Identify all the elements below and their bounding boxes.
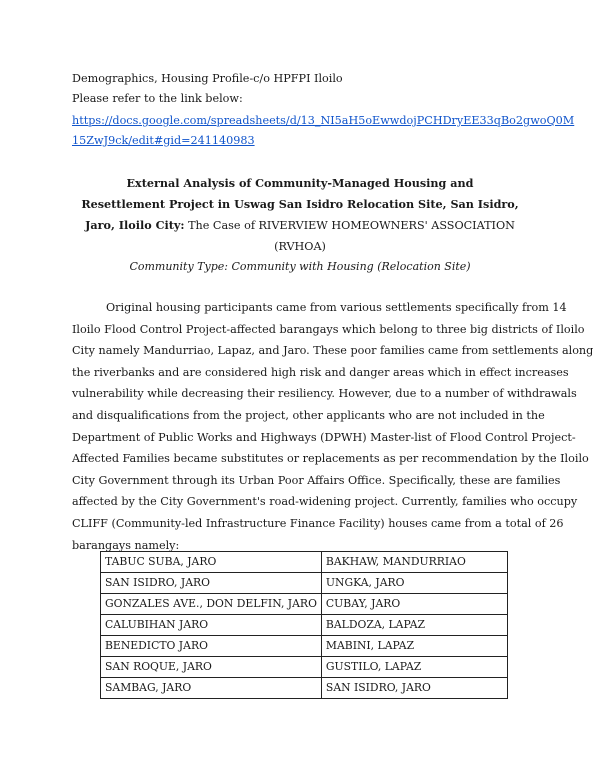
paragraph-line: Iloilo Flood Control Project-affected barangays which belong to three big districts of Iloilo (72, 322, 585, 336)
table-row (101, 678, 508, 699)
table-cell: SAMBAG, JARO (101, 678, 322, 699)
title-line-3 (60, 215, 540, 257)
paragraph-line: the riverbanks and are considered high risk and danger areas which in effect increases (72, 365, 569, 379)
spreadsheet-link[interactable]: https://docs.google.com/spreadsheets/d/13_NI5aH5oEwwdojPCHDryEE33qBo2gwoQ0M (72, 114, 575, 127)
title-line-1: External Analysis of Community-Managed Housing and (126, 176, 474, 190)
table-row (101, 573, 508, 594)
table-row (101, 615, 508, 636)
table-cell: UNGKA, JARO (321, 573, 507, 594)
paragraph-line: Affected Families became substitutes or replacements as per recommendation by the Iloilo (72, 452, 589, 466)
table-row (101, 636, 508, 657)
paragraph-line: barangays namely: (72, 538, 180, 552)
paragraph-line: CLIFF (Community-led Infrastructure Finance Facility) houses came from a total of 26 (72, 516, 564, 530)
body-paragraph (72, 297, 594, 556)
table-cell: BALDOZA, LAPAZ (321, 615, 507, 636)
paragraph-line: City namely Mandurriao, Lapaz, and Jaro. These poor families came from settlements along (72, 344, 594, 358)
paragraph-line: and disqualifications from the project, other applicants who are not included in the (72, 408, 545, 422)
table-row (101, 657, 508, 678)
table-cell: MABINI, LAPAZ (321, 636, 507, 657)
table-cell: GUSTILO, LAPAZ (321, 657, 507, 678)
spreadsheet-link-continued[interactable]: 15ZwJ9ck/edit#gid=241140983 (72, 134, 255, 147)
table-cell: TABUC SUBA, JARO (101, 552, 322, 573)
barangay-table (100, 551, 508, 699)
paragraph-line: Original housing participants came from various settlements specifically from 14 (106, 301, 567, 314)
paragraph-line: vulnerability while decreasing their resiliency. However, due to a number of withdrawals (72, 387, 577, 401)
paragraph-line: City Government through its Urban Poor Affairs Office. Specifically, these are families (72, 473, 561, 487)
table-row (101, 594, 508, 615)
paragraph-line: affected by the City Government's road-widening project. Currently, families who occupy (72, 495, 578, 509)
table-cell: BENEDICTO JARO (101, 636, 322, 657)
table-cell: SAN ISIDRO, JARO (321, 678, 507, 699)
demographics-line: Demographics, Housing Profile-c/o HPFPI Iloilo (72, 72, 343, 85)
table-cell: GONZALES AVE., DON DELFIN, JARO (101, 594, 322, 615)
title-case-name: The Case of RIVERVIEW HOMEOWNERS' ASSOCIATION (RVHOA) (184, 219, 515, 253)
table-cell: CALUBIHAN JARO (101, 615, 322, 636)
title-location: Jaro, Iloilo City: (85, 218, 185, 232)
table-cell: CUBAY, JARO (321, 594, 507, 615)
table-cell: SAN ISIDRO, JARO (101, 573, 322, 594)
refer-link-line: Please refer to the link below: (72, 92, 243, 105)
community-type: Community Type: Community with Housing (Relocation Site) (129, 260, 471, 273)
paragraph-line: Department of Public Works and Highways (DPWH) Master-list of Flood Control Project- (72, 430, 576, 444)
table-row (101, 552, 508, 573)
table-cell: BAKHAW, MANDURRIAO (321, 552, 507, 573)
title-line-2: Resettlement Project in Uswag San Isidro Relocation Site, San Isidro, (81, 197, 519, 211)
table-cell: SAN ROQUE, JARO (101, 657, 322, 678)
